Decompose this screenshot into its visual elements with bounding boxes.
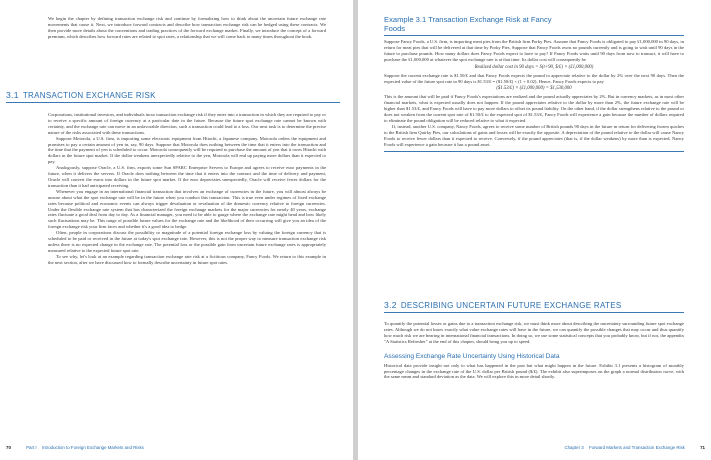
equation: ($1.53/£) × (£1,000,000) = $1,530,000 (496, 86, 572, 92)
example-paragraph: If, instead, another U.S. company, Nancy Foods, agrees to receive some number of British pounds 90 days in the future in return for delivering frozen quiches to the British firm Quirky Pies, our calculations of gains and losses will be exactly the opposite. A depreciation of the pound relative to the dollar will cause Nancy Foods to receive fewer dollars than it expected to receive. Conversely, if the pound appreciates (that is, if the dollar weakens) by more than is expected, Nancy Foods will experience a gain because it has a pound asset. (384, 123, 684, 147)
paragraph: Whenever you engage in an international financial transaction that involves an exchange of currencies in the future, you will almost always be unsure about what the spot exchange rate will be in the future when you conduct this transaction. This is true even under regimes of fixed exchange rates because political and economic events can always trigger devaluation or revaluation of the domestic currency relative to foreign currencies. Under the flexible exchange rate system that has characterized the foreign exchange markets for the major currencies for nearly 40 years, exchange rates fluctuate a good deal from day to day. As a financial manager, you need to be able to gauge where the exchange rate might head and how likely such fluctuations may be. This range of possible future values for the exchange rate and the likelihood of their occurring will give you an idea of the foreign exchange risk your firm faces and whether it's a good idea to hedge. (48, 188, 326, 230)
intro-paragraph: We begin the chapter by defining transaction exchange risk and continue by formalizing how to think about the uncertain future exchange rate movements that cause it. Next, we introduce forward contracts and describe how transaction exchange risk can be hedged using these contracts. We then provide more details about the conventions and trading practices of the forward exchange market. Finally, we introduce the concept of a forward premium, which describes how forward rates are related to spot rates, a relationship that we will come back to many times throughout the book. (48, 16, 326, 39)
subsection-paragraph: Historical data provide insight not only to what has happened in the past but what might happen in the future. Exhibit 3.1 presents a histogram of monthly percentage changes in the exchange rate of the U.S. dollar per British pound ($/£). The exhibit also superimposes on the graph a normal distribution curve, with the same mean and standard deviation as the data. We will explore this in more detail shortly. (384, 362, 684, 380)
section-title: TRANSACTION EXCHANGE RISK (22, 91, 156, 100)
paragraph: Analogously, suppose Oracle, a U.S. firm, exports some Sun SPARC Enterprise Servers to Europe and agrees to receive euro payments in the future, when it delivers the servers. If Oracle does nothing between the time that it enters into the contract and the time of delivery and payment, Oracle will convert the euros into dollars in the future spot market. If the euro depreciates unexpectedly, Oracle will receive fewer dollars for the transaction than it had anticipated receiving. (48, 165, 326, 188)
section-number: 3.2 (384, 300, 397, 310)
right-page (358, 0, 711, 460)
subsection-title: Assessing Exchange Rate Uncertainty Using Historical Data (384, 352, 560, 360)
part-label: Part I (26, 445, 37, 450)
example-paragraph: This is the amount that will be paid if Fancy Foods's expectations are realized and the pound actually appreciates by 2%. But in currency markets, as in most other financial markets, what is expected usually does not happen. If the pound appreciates relative to the dollar by more than 2%, the future exchange rate will be higher than $1.53/£, and Fancy Foods will have to pay more dollars to offset its pound liability. On the other hand, if the dollar strengthens relative to the pound or does not weaken from the current spot rate of $1.50/£ to the expected spot of $1.53/£, Fancy Foods will experience a gain because the number of dollars required to eliminate the pound obligation will be reduced relative to what it expected. (384, 94, 684, 124)
section-3-2-body (384, 321, 684, 380)
example-end-rule (384, 151, 684, 152)
section-paragraph: To quantify the potential losses or gains due to a transaction exchange risk, we must think more about describing the uncertainty surrounding future spot exchange rates. Although we do not know exactly what value exchange rates will have in the future, we can quantify the possible changes that may occur and thus quantify how much risk we are bearing in international financial transactions. In doing so, we use some statistical concepts that you probably know, but if not, the appendix "A Statistics Refresher" at the end of this chapter, should bring you up to speed. (384, 321, 684, 344)
example-paragraph: Suppose the current exchange rate is $1.50/£ and that Fancy Foods expects the pound to appreciate relative to the dollar by 2% over the next 90 days. Then the expected value of the future spot rate in 90 days is $1.53/£ = ($1.50/£) × (1 + 0.02). Hence, Fancy Foods expects to pay (384, 72, 684, 84)
section-heading-3-1 (6, 90, 340, 103)
intro-text (48, 16, 326, 40)
paragraph: To see why, let's look at an example regarding transaction exchange rate risk at a fictitious company, Fancy Foods. We return to this example in the next section, after we have discussed how to formally describe uncertainty in future spot rates. (48, 253, 326, 265)
section-heading-3-2 (384, 300, 684, 313)
left-footer (6, 445, 144, 450)
example-box (384, 15, 684, 152)
chapter-title: Forward Markets and Transaction Exchange Risk (588, 445, 685, 450)
paragraph: Often, people in corporations discuss the possibility or magnitude of a potential foreign exchange loss by valuing the foreign currency that is scheduled to be paid or received in the future at today's spot exchange rate. However, this is not the proper way to measure transaction exchange risk unless there is no expected change in the exchange rate. The potential loss or the possible gain from uncertain future exchange rates is appropriately measured relative to the expected future spot rate. (48, 230, 326, 253)
left-page (0, 0, 353, 460)
section-body (48, 112, 326, 266)
section-rule (6, 102, 340, 103)
chapter-label: Chapter 3 (564, 445, 584, 450)
section-rule (384, 312, 684, 313)
right-footer (564, 445, 705, 450)
section-title: DESCRIBING UNCERTAIN FUTURE EXCHANGE RATES (400, 301, 622, 310)
part-title: Introduction to Foreign Exchange Markets and Risks (41, 445, 144, 450)
section-number: 3.1 (6, 90, 19, 100)
paragraph: Corporations, institutional investors, and individuals incur transaction exchange risk if they enter into a transaction in which they are required to pay or to receive a specific amount of foreign currency at a particular date in the future. Because the future spot exchange rate cannot be known with certainty, and the exchange rate can move in an unfavorable direction, such a transaction could lead to a loss. Our next task is to determine the precise nature of the risks associated with these transactions. (48, 112, 326, 135)
example-rule (384, 35, 684, 36)
example-title: Example 3.1 Transaction Exchange Risk at Fancy Foods (384, 15, 552, 33)
page-number: 71 (700, 445, 705, 450)
page-number: 70 (6, 445, 11, 450)
equation: Realized dollar cost in 90 days = S(t+90, $/£) × (£1,000,000) (474, 64, 594, 70)
example-paragraph: Suppose Fancy Foods, a U.S. firm, is importing meat pies from the British firm Porky Pies. Assume that Fancy Foods is obligated to pay £1,000,000 in 90 days, in return for meat pies that will be delivered at that time by Porky Pies. Suppose that Fancy Foods owns no pounds currently and is going to wait until 90 days in the future to purchase pounds. How many dollars does Fancy Foods expect to have to pay? If Fancy Foods waits until 90 days from now to transact, it will have to purchase the £1,000,000 at whatever the spot exchange rate is at that time. Its dollar cost will consequently be (384, 39, 684, 62)
paragraph: Suppose Motorola, a U.S. firm, is importing some electronic equipment from Hitachi, a Japanese company. Motorola orders the equipment and promises to pay a certain amount of yen in, say, 90 days. Suppose that Motorola does nothing between the time that it enters into the transaction and the time that the payment of yen is scheduled to occur. Motorola consequently will be required to purchase the amount of yen that it owes Hitachi with dollars in the future spot market. If the dollar weakens unexpectedly relative to the yen, Motorola will end up paying more dollars than it expected to pay. (48, 135, 326, 165)
